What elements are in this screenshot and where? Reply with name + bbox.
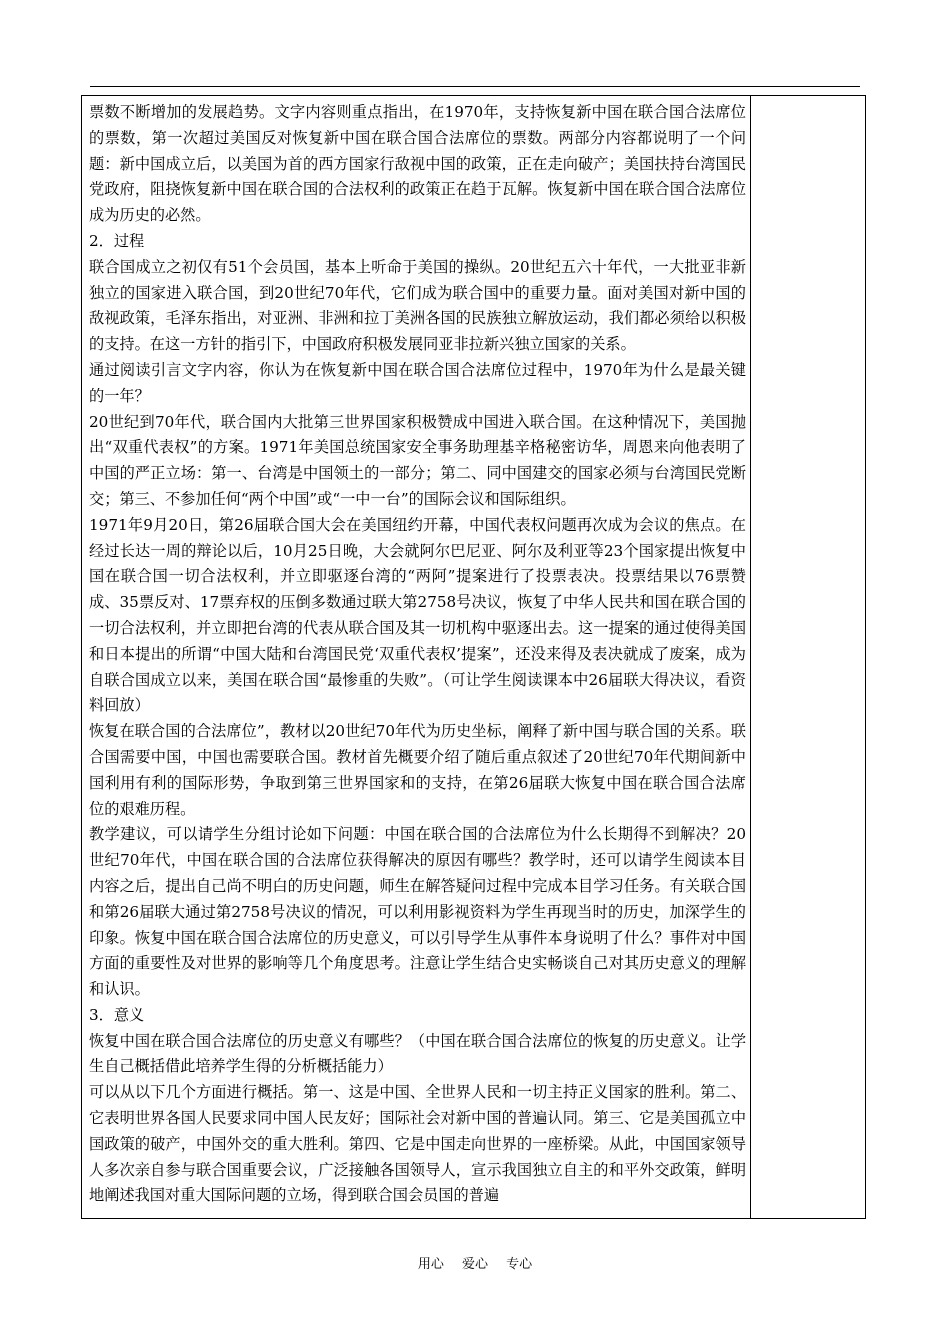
header-rule xyxy=(90,86,860,87)
paragraph: 1971年9月20日，第26届联合国大会在美国纽约开幕，中国代表权问题再次成为会议的焦点。在经过长达一周的辩论以后，10月25日晚，大会就阿尔巴尼亚、阿尔及利亚等23个国家提出恢复中国在联合国一切合法权利，并立即驱逐台湾的“两阿”提案进行了投票表决。投票结果以76票赞成、35票反对、17票弃权的压倒多数通过联大第2758号决议，恢复了中华人民共和国在联合国的一切合法权利，并立即把台湾的代表从联合国及其一切机构中驱逐出去。这一提案的通过使得美国和日本提出的所谓“中国大陆和台湾国民党‘双重代表权’提案”，还没来得及表决就成了废案，成为自联合国成立以来，美国在联合国“最惨重的失败”。（可让学生阅读课本中26届联大得决议，看资料回放） xyxy=(89,515,746,715)
paragraph: 恢复中国在联合国合法席位的历史意义有哪些？（中国在联合国合法席位的恢复的历史意义。让学生自己概括借此培养学生得的分析概括能力） xyxy=(89,1031,746,1076)
paragraph: 恢复在联合国的合法席位”，教材以20世纪70年代为历史坐标，阐释了新中国与联合国的关系。联合国需要中国，中国也需要联合国。教材首先概要介绍了随后重点叙述了20世纪70年代期间新中国利用有利的国际形势，争取到第三世界国家和的支持，在第26届联大恢复中国在联合国合法席位的艰难历程。 xyxy=(89,722,746,818)
column-divider xyxy=(750,96,751,1218)
paragraph: 通过阅读引言文字内容，你认为在恢复新中国在联合国合法席位过程中，1970年为什么是最关键的一年？ xyxy=(89,360,746,405)
paragraph: 20世纪到70年代，联合国内大批第三世界国家积极赞成中国进入联合国。在这种情况下，美国抛出“双重代表权”的方案。1971年美国总统国家安全事务助理基辛格秘密访华，周恩来向他表明了中国的严正立场：第一、台湾是中国领土的一部分；第二、同中国建交的国家必须与台湾国民党断交；第三、不参加任何“两个中国”或“一中一台”的国际会议和国际组织。 xyxy=(89,412,746,508)
paragraph: 联合国成立之初仅有51个会员国，基本上听命于美国的操纵。20世纪五六十年代，一大批亚非新独立的国家进入联合国，到20世纪70年代，它们成为联合国中的重要力量。面对美国对新中国的敌视政策，毛泽东指出，对亚洲、非洲和拉丁美洲各国的民族独立解放运动，我们都必须给以积极的支持。在这一方针的指引下，中国政府积极发展同亚非拉新兴独立国家的关系。 xyxy=(89,257,746,354)
paragraph: 票数不断增加的发展趋势。文字内容则重点指出，在1970年，支持恢复新中国在联合国合法席位的票数，第一次超过美国反对恢复新中国在联合国合法席位的票数。两部分内容都说明了一个问题：新中国成立后，以美国为首的西方国家行敌视中国的政策，正在走向破产；美国扶持台湾国民党政府，阻挠恢复新中国在联合国的合法权利的政策正在趋于瓦解。恢复新中国在联合国合法席位成为历史的必然。 xyxy=(89,103,746,225)
paragraph: 教学建议，可以请学生分组讨论如下问题：中国在联合国的合法席位为什么长期得不到解决？20世纪70年代，中国在联合国的合法席位获得解决的原因有哪些？教学时，还可以请学生阅读本目内容之后，提出自己尚不明白的历史问题，师生在解答疑问过程中完成本目学习任务。有关联合国和第26届联大通过第2758号决议的情况，可以利用影视资料为学生再现当时的历史，加深学生的印象。恢复中国在联合国合法席位的历史意义，可以引导学生从事件本身说明了什么？事件对中国方面的重要性及对世界的影响等几个角度思考。注意让学生结合史实畅谈自己对其历史意义的理解和认识。 xyxy=(89,825,746,999)
lesson-table xyxy=(81,95,866,1219)
content-cell xyxy=(89,100,746,1209)
section-heading-process: 2．过程 xyxy=(89,231,145,250)
paragraph: 可以从以下几个方面进行概括。第一、这是中国、全世界人民和一切主持正义国家的胜利。第二、它表明世界各国人民要求同中国人民友好；国际社会对新中国的普遍认同。第三、它是美国孤立中国政策的破产，中国外交的重大胜利。第四、它是中国走向世界的一座桥梁。从此，中国国家领导人多次亲自参与联合国重要会议，广泛接触各国领导人，宣示我国独立自主的和平外交政策，鲜明地阐述我国对重大国际问题的立场，得到联合国会员国的普遍 xyxy=(89,1083,746,1205)
section-heading-significance: 3．意义 xyxy=(89,1005,145,1024)
page-footer: 用心 爱心 专心 xyxy=(417,1257,533,1272)
